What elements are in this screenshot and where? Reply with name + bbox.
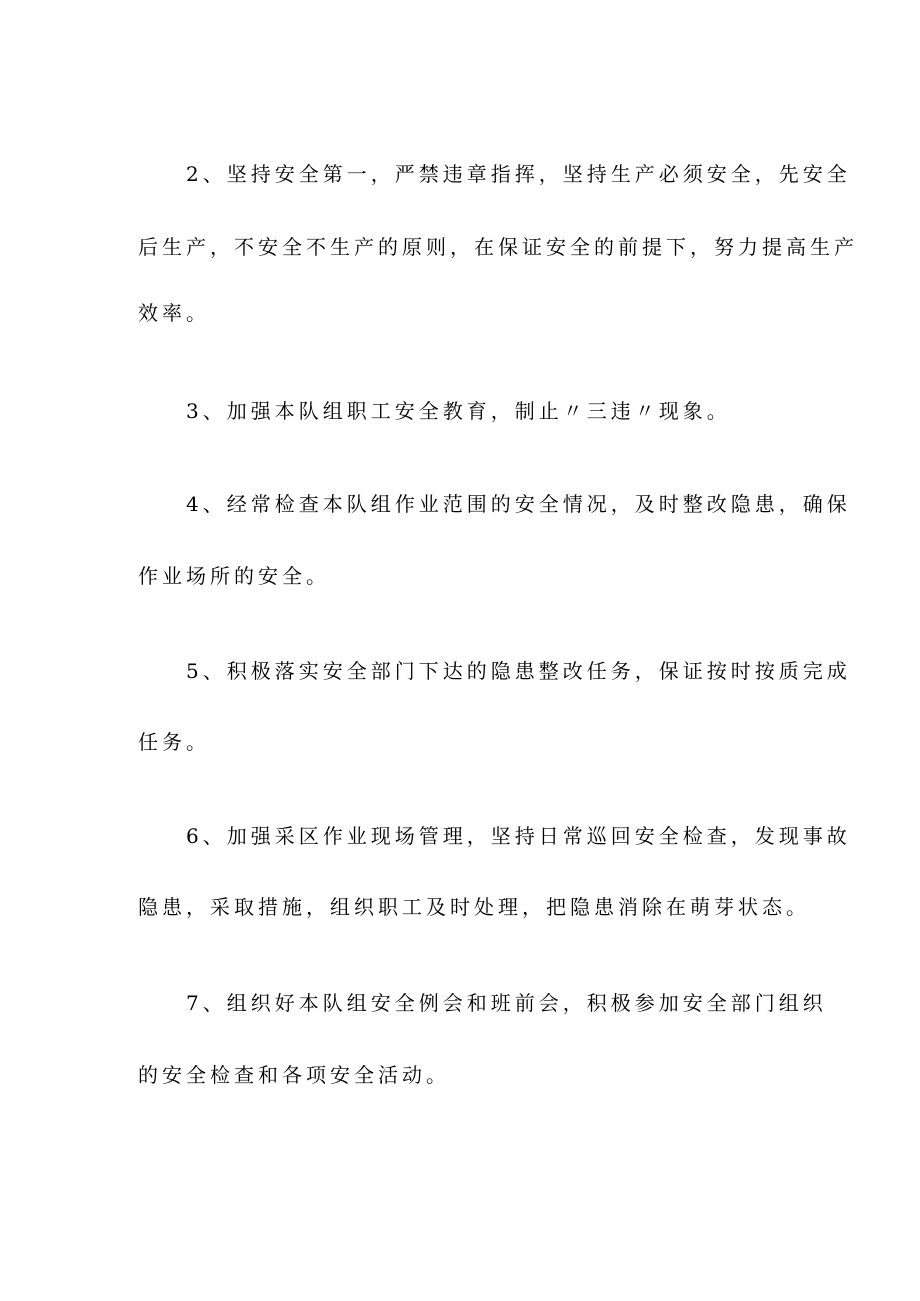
item-5-line-2: 任务。 <box>138 730 210 754</box>
item-4-line-2: 作业场所的安全。 <box>138 564 330 588</box>
item-4-line-1: 4、经常检查本队组作业范围的安全情况，及时整改隐患，确保 <box>186 492 851 516</box>
item-7-line-2: 的安全检查和各项安全活动。 <box>138 1063 450 1087</box>
item-7-line-1: 7、组织好本队组安全例会和班前会，积极参加安全部门组织 <box>186 991 827 1015</box>
item-2-line-3: 效率。 <box>138 301 210 325</box>
item-2-line-1: 2、坚持安全第一，严禁违章指挥，坚持生产必须安全，先安全 <box>186 162 851 186</box>
item-6-line-2: 隐患，采取措施，组织职工及时处理，把隐患消除在萌芽状态。 <box>138 895 810 919</box>
item-5-line-1: 5、积极落实安全部门下达的隐患整改任务，保证按时按质完成 <box>186 659 851 683</box>
item-3-line-1: 3、加强本队组职工安全教育，制止〃三违〃现象。 <box>186 399 731 423</box>
item-2-line-2: 后生产，不安全不生产的原则，在保证安全的前提下，努力提高生产 <box>138 235 858 259</box>
item-6-line-1: 6、加强采区作业现场管理，坚持日常巡回安全检查，发现事故 <box>186 824 851 848</box>
